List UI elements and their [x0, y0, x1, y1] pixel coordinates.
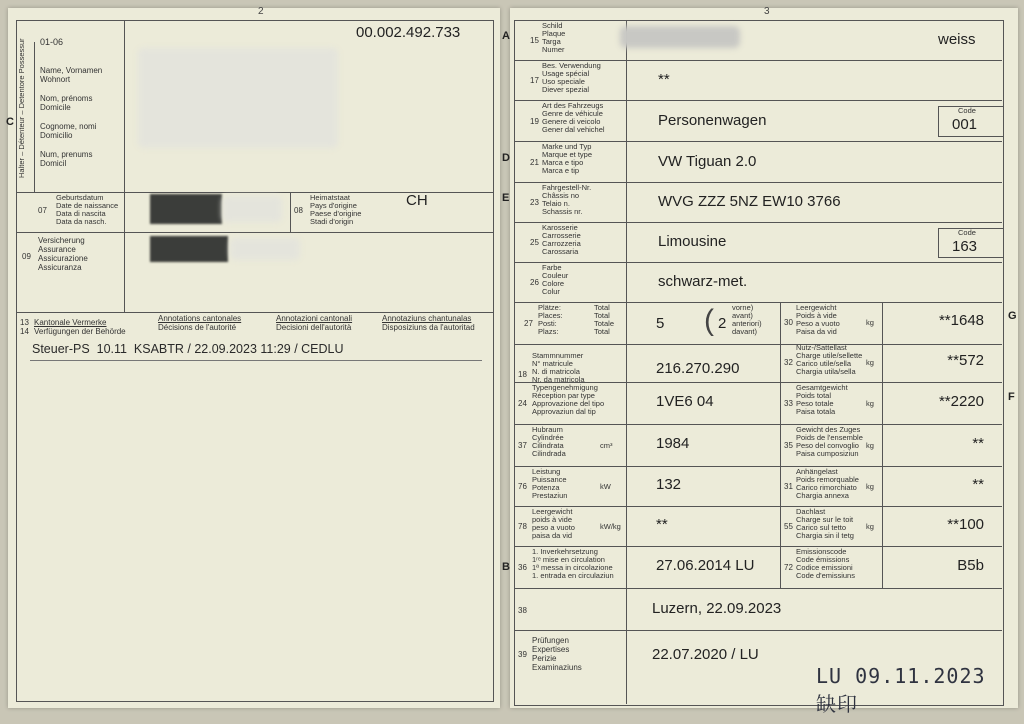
- field-label: Leergewicht poids à vide peso a vuoto paisa da vid: [532, 507, 575, 540]
- origin-label: Heimatstaat Pays d'origine Paese d'origine Stadi d'origin: [310, 193, 362, 226]
- field-label: Hubraum Cylindrée Cilindrata Cilindrada: [532, 425, 566, 458]
- remarks-label-de: Kantonale Vermerke Verfügungen der Behörde: [34, 318, 126, 336]
- row-letter: E: [502, 192, 510, 204]
- origin-value: CH: [406, 192, 428, 209]
- right-value: **: [972, 435, 984, 452]
- row-letter: F: [1008, 391, 1015, 403]
- field-label: Leistung Puissance Potenza Prestaziun: [532, 467, 568, 500]
- field-label: Emissionscode Code émissions Codice emissioni Code d'emissiuns: [796, 547, 855, 580]
- field-label: Total Total Totale Total: [594, 303, 615, 336]
- redacted-plate: [620, 26, 740, 48]
- redacted-birth-date: [150, 194, 222, 224]
- row-value: weiss: [938, 31, 976, 48]
- seats-total: 5: [656, 315, 665, 332]
- field-label: Marke und Typ Marque et type Marca e tipo Marca e tip: [542, 142, 593, 175]
- holder-vertical-label: Halter – Détenteur – Detentore Possessur: [17, 38, 26, 178]
- field-label: Bes. Verwendung Usage spécial Uso speciale Diever spezial: [542, 61, 601, 94]
- row-value: VW Tiguan 2.0: [658, 152, 757, 170]
- holder-label-it: Cognome, nomi Domicilio: [40, 122, 97, 140]
- redacted-holder: [138, 48, 338, 148]
- section-code: 01-06: [40, 37, 64, 47]
- seats-front: 2: [718, 315, 727, 332]
- remarks-label-fr: Annotations cantonales Décisions de l'autorité: [158, 314, 242, 332]
- page-number: 3: [764, 6, 770, 17]
- stamp: LU 09.11.2023 缺印: [816, 664, 986, 716]
- row-letter: G: [1008, 310, 1017, 322]
- row-value: schwarz-met.: [658, 273, 748, 290]
- field-label: Gewicht des Zuges Poids de l'ensemble Peso del convoglio Paisa cumposiziun: [796, 425, 863, 458]
- holder-label-fr: Nom, prénoms Domicile: [40, 94, 93, 112]
- field-label: Anhängelast Poids remorquable Carico rimorchiato Chargia annexa: [796, 467, 859, 500]
- left-value: 1984: [656, 435, 690, 452]
- side-letter: C: [6, 116, 14, 128]
- field-label: Farbe Couleur Colore Colur: [542, 263, 569, 296]
- right-value: **2220: [938, 393, 984, 410]
- field-label: Stammnummer N° matricule N. di matricola Nr. da matricola: [532, 351, 585, 384]
- row-letter: B: [502, 561, 510, 573]
- field-label: Typengenehmigung Réception par type Approvazione del tipo Approvaziun dal tip: [532, 383, 605, 416]
- right-value: **572: [947, 352, 984, 369]
- page-number: 2: [258, 6, 264, 17]
- left-value: 132: [656, 476, 682, 493]
- code-value: 163: [952, 238, 978, 255]
- field-label: Gesamtgewicht Poids total Peso totale Paisa totala: [796, 383, 848, 416]
- redacted-insurance: [150, 236, 228, 262]
- remarks-label-rm: Annotaziuns chantunalas Disposiziuns da l'autoritad: [382, 314, 475, 332]
- birth-date-label: Geburtsdatum Date de naissance Data di nascita Data da nasch.: [56, 193, 119, 226]
- field-label: Art des Fahrzeugs Genre de véhicule Genere di veicolo Gener dal vehichel: [542, 101, 605, 134]
- row-letter: A: [502, 30, 510, 42]
- left-value: 1VE6 04: [656, 393, 714, 410]
- right-value: **: [972, 476, 984, 493]
- field-label: vorne) avant) anteriori) davant): [732, 303, 762, 336]
- document-number: 00.002.492.733: [356, 24, 461, 41]
- holder-label-de: Name, Vornamen Wohnort: [40, 66, 103, 84]
- row-value: WVG ZZZ 5NZ EW10 3766: [658, 193, 841, 210]
- field-label: Karosserie Carrosserie Carrozzeria Carossaria: [542, 223, 581, 256]
- remark-line: Steuer-PS 10.11 KSABTR / 22.09.2023 11:29 / CEDLU: [32, 342, 344, 356]
- field-label: Fahrgestell-Nr. Châssis no Telaio n. Schassis nr.: [542, 183, 592, 216]
- field-label: Schild Plaque Targa Numer: [542, 21, 566, 54]
- right-value: B5b: [957, 557, 984, 574]
- field-label: Dachlast Charge sur le toit Carico sul tetto Chargia sin il tetg: [796, 507, 854, 540]
- right-page: 3 A 15 Schild Plaque Targa Numer weiss 17 Bes. Verwendung Usage spécial Uso speciale Diever spezial ** 19 Art des Fahrzeugs Genre de véhicule Genere di veicolo Gener dal vehichel Personenwagen Code 001 D 21 Marke und Typ Marque et type Marca e tipo Marca e tip VW Tiguan 2.0 E 23 Fahrgestell-Nr. Châssis no Telaio n. Schassis nr. WVG ZZZ 5NZ EW10 3766 25 Karosserie Carrosserie Carrozzeria Carossaria Limousine Code 163 26 Farbe Couleur Colore Colur schwarz-met. 27 Plätze: Places: Posti: Plazs: Total Total Totale Total 5 ( 2 vorne) avant) anteriori) davant) 30 Leergewicht Poids à vide Peso a vuoto Paisa da vid kg **1648 G 32 Nutz-/Sattellast Charge utile/sellette Carico utile/sella Chargia utila/sella kg **572 33 Gesamtgewicht Poids total Peso totale Paisa totala kg **2220 F 24 Typengenehmigung Réception par type Approvazione del tipo Approvaziun dal tip 1VE6 04 35 Gewicht des Zuges Poids de l'ensemble Peso del convoglio Paisa cumposiziun kg ** 37 Hubraum Cylindrée Cilindrata Cilindrada cm³ 1984 31 Anhängelast Poids remorquable Carico rimorchiato Chargia annexa kg ** 76 Leistung Puissance Potenza Prestaziun kW 132 55 Dachlast Charge sur le toit Carico sul tetto Chargia sin il tetg kg **100 78 Leergewicht poids à vide peso a vuoto paisa da vid kW/kg ** 72 Emissionscode Code émissions Codice emissioni Code d'emissiuns B5b B 36 1. Inverkehrsetzung 1ʳᵉ mise en circulation 1ª messa in circolazione 1. entrada en circulaziun 27.06.2014 LU 18 Stammnummer N° matricule N. di matricola Nr. da matricola 216.270.290 38 Luzern, 22.09.2023 39 Prüfungen Expertises Perizie Examinaziuns 22.07.2020 / LU LU 09.11.2023 缺印: [502, 6, 1017, 716]
- field-label: Leergewicht Poids à vide Peso a vuoto Paisa da vid: [796, 303, 840, 336]
- left-value: 216.270.290: [656, 360, 740, 377]
- right-value: **100: [947, 516, 984, 533]
- field-label: Plätze: Places: Posti: Plazs:: [538, 303, 563, 336]
- row-value: Limousine: [658, 233, 727, 250]
- right-value: **1648: [938, 312, 984, 329]
- remarks-label-it: Annotazioni cantonali Decisioni dell'autorità: [276, 314, 353, 332]
- field-label: Nutz-/Sattellast Charge utile/sellette Carico utile/sella Chargia utila/sella: [796, 343, 863, 376]
- left-value: 27.06.2014 LU: [656, 557, 755, 574]
- left-page: 2 00.002.492.733 C 01-06 Halter – Détenteur – Detentore Possessur Name, Vornamen Wohnort Nom, prénoms Domicile Cognome, nomi Domicilio Num, prenums Domicil 07 Geburtsdatum Date de naissance Data di nascita Data da nasch. 08 Heimatstaat Pays d'origine Paese d'origine Stadi d'origin CH 09 Versicherung Assurance Assicurazione Assicuranza 13 14 Kantonale Vermerke Verfügungen der Behörde Annotations cantonales Décisions de l'autorité Annotazioni cantonali Decisioni dell'autorità Annotaziuns chantunalas Disposiziuns da l'autoritad Steuer-PS 10.11 KSABTR / 22.09.2023 11:29 / CEDLU: [8, 8, 500, 708]
- insurance-label: Versicherung Assurance Assicurazione Assicuranza: [38, 236, 88, 272]
- row-letter: D: [502, 151, 510, 164]
- code-value: 001: [952, 116, 978, 133]
- place-date: Luzern, 22.09.2023: [652, 600, 782, 617]
- field-label: Prüfungen Expertises Perizie Examinaziuns: [532, 636, 582, 672]
- holder-label-rm: Num, prenums Domicil: [40, 150, 93, 168]
- row-value: **: [658, 71, 670, 88]
- row-value: Personenwagen: [658, 111, 767, 129]
- field-label: 1. Inverkehrsetzung 1ʳᵉ mise en circulation 1ª messa in circolazione 1. entrada en circulaziun: [532, 547, 614, 580]
- inspection-date: 22.07.2020 / LU: [652, 646, 759, 663]
- left-value: **: [656, 516, 668, 533]
